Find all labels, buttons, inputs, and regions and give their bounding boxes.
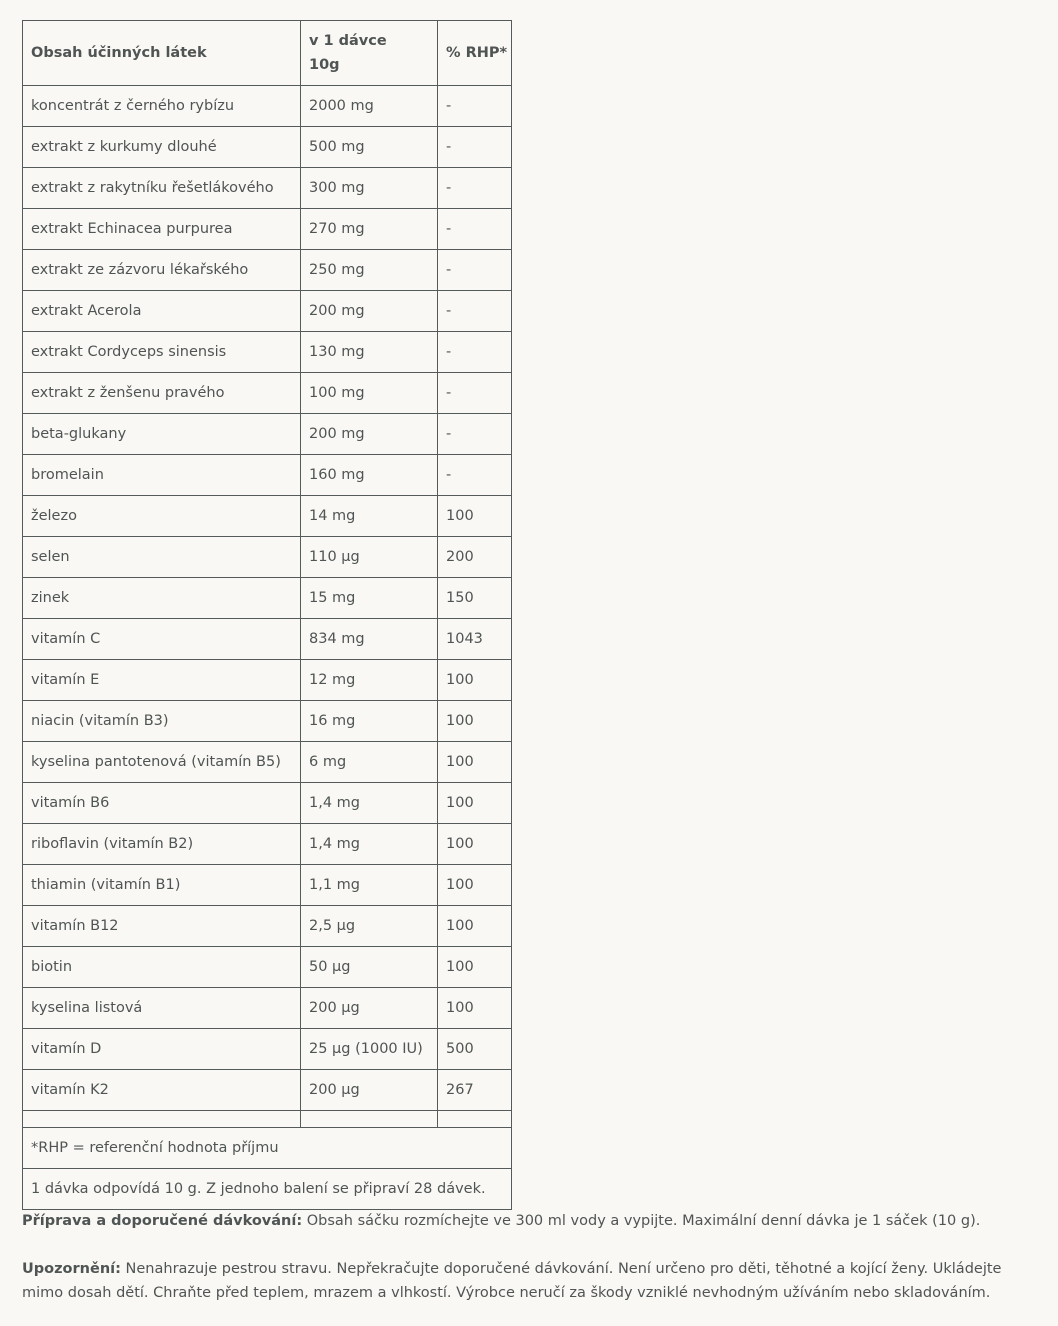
table-row — [23, 127, 512, 168]
table-row — [23, 1029, 512, 1070]
rhp-value: - — [438, 168, 512, 209]
dose-value: 1,1 mg — [301, 865, 438, 906]
rhp-value: 100 — [438, 660, 512, 701]
substance-name: beta-glukany — [23, 414, 301, 455]
dose-value: 16 mg — [301, 701, 438, 742]
header-dose-line1: v 1 dávce — [309, 33, 387, 49]
substance-name: riboflavin (vitamín B2) — [23, 824, 301, 865]
dose-value: 300 mg — [301, 168, 438, 209]
substance-name: vitamín E — [23, 660, 301, 701]
rhp-value: 200 — [438, 537, 512, 578]
header-dose — [301, 21, 438, 86]
rhp-value: - — [438, 332, 512, 373]
table-row — [23, 332, 512, 373]
substance-name: extrakt Echinacea purpurea — [23, 209, 301, 250]
dose-value: 250 mg — [301, 250, 438, 291]
substance-name: kyselina listová — [23, 988, 301, 1029]
dose-value: 2000 mg — [301, 86, 438, 127]
table-row — [23, 537, 512, 578]
substance-name: thiamin (vitamín B1) — [23, 865, 301, 906]
table-row — [23, 988, 512, 1029]
table-row — [23, 250, 512, 291]
dose-value: 25 µg (1000 IU) — [301, 1029, 438, 1070]
table-row — [23, 209, 512, 250]
rhp-value: - — [438, 414, 512, 455]
table-row — [23, 906, 512, 947]
substance-name: kyselina pantotenová (vitamín B5) — [23, 742, 301, 783]
table-row — [23, 291, 512, 332]
rhp-value: 100 — [438, 865, 512, 906]
rhp-value: 100 — [438, 947, 512, 988]
dose-note: 1 dávka odpovídá 10 g. Z jednoho balení se připraví 28 dávek. — [23, 1169, 512, 1210]
substance-name: extrakt z ženšenu pravého — [23, 373, 301, 414]
table-row — [23, 865, 512, 906]
preparation-paragraph — [22, 1209, 1032, 1233]
spacer-cell — [438, 1111, 512, 1128]
dose-value: 12 mg — [301, 660, 438, 701]
rhp-value: - — [438, 291, 512, 332]
spacer-cell — [301, 1111, 438, 1128]
table-footnote-row — [23, 1128, 512, 1169]
spacer-cell — [23, 1111, 301, 1128]
rhp-value: 100 — [438, 906, 512, 947]
substance-name: extrakt Acerola — [23, 291, 301, 332]
rhp-value: 100 — [438, 701, 512, 742]
table-row — [23, 660, 512, 701]
substance-name: extrakt Cordyceps sinensis — [23, 332, 301, 373]
substance-name: vitamín K2 — [23, 1070, 301, 1111]
header-substance: Obsah účinných látek — [23, 21, 301, 86]
rhp-value: 1043 — [438, 619, 512, 660]
table-row — [23, 947, 512, 988]
table-row — [23, 701, 512, 742]
dose-value: 50 µg — [301, 947, 438, 988]
dose-value: 1,4 mg — [301, 824, 438, 865]
substance-name: vitamín B12 — [23, 906, 301, 947]
substance-name: vitamín C — [23, 619, 301, 660]
dose-value: 100 mg — [301, 373, 438, 414]
substance-name: zinek — [23, 578, 301, 619]
table-row — [23, 824, 512, 865]
table-row — [23, 86, 512, 127]
dose-value: 200 mg — [301, 414, 438, 455]
nutrition-table — [22, 20, 512, 1210]
table-row — [23, 1070, 512, 1111]
table-row — [23, 414, 512, 455]
substance-name: biotin — [23, 947, 301, 988]
rhp-value: 100 — [438, 742, 512, 783]
dose-value: 14 mg — [301, 496, 438, 537]
substance-name: bromelain — [23, 455, 301, 496]
header-rhp: % RHP* — [438, 21, 512, 86]
warning-text: Nenahrazuje pestrou stravu. Nepřekračujte doporučené dávkování. Není určeno pro děti, těhotné a kojící ženy. Ukládejte mimo dosah dětí. Chraňte před teplem, mrazem a vlhkostí. Výrobce neručí za škody vzniklé nevhodným užíváním nebo skladováním. — [22, 1261, 1002, 1301]
table-row — [23, 742, 512, 783]
table-header-row — [23, 21, 512, 86]
rhp-value: 100 — [438, 783, 512, 824]
rhp-value: - — [438, 209, 512, 250]
substance-name: vitamín B6 — [23, 783, 301, 824]
rhp-footnote: *RHP = referenční hodnota příjmu — [23, 1128, 512, 1169]
warning-label: Upozornění: — [22, 1261, 121, 1277]
dose-value: 200 mg — [301, 291, 438, 332]
dose-value: 1,4 mg — [301, 783, 438, 824]
substance-name: extrakt ze zázvoru lékařského — [23, 250, 301, 291]
dose-value: 130 mg — [301, 332, 438, 373]
dose-value: 6 mg — [301, 742, 438, 783]
rhp-value: 100 — [438, 496, 512, 537]
dose-value: 200 µg — [301, 988, 438, 1029]
nutrition-table-wrapper — [22, 20, 512, 1210]
table-dose-note-row — [23, 1169, 512, 1210]
substance-name: koncentrát z černého rybízu — [23, 86, 301, 127]
substance-name: niacin (vitamín B3) — [23, 701, 301, 742]
dose-value: 2,5 µg — [301, 906, 438, 947]
dose-value: 834 mg — [301, 619, 438, 660]
table-row — [23, 455, 512, 496]
dose-value: 270 mg — [301, 209, 438, 250]
preparation-text: Obsah sáčku rozmíchejte ve 300 ml vody a vypijte. Maximální denní dávka je 1 sáček (10 g). — [302, 1213, 981, 1229]
rhp-value: 100 — [438, 824, 512, 865]
rhp-value: - — [438, 86, 512, 127]
table-row — [23, 168, 512, 209]
substance-name: železo — [23, 496, 301, 537]
rhp-value: 267 — [438, 1070, 512, 1111]
rhp-value: - — [438, 250, 512, 291]
rhp-value: - — [438, 455, 512, 496]
dose-value: 500 mg — [301, 127, 438, 168]
rhp-value: 150 — [438, 578, 512, 619]
dose-value: 160 mg — [301, 455, 438, 496]
substance-name: vitamín D — [23, 1029, 301, 1070]
rhp-value: 100 — [438, 988, 512, 1029]
warning-paragraph — [22, 1257, 1032, 1305]
preparation-label: Příprava a doporučené dávkování: — [22, 1213, 303, 1229]
rhp-value: - — [438, 127, 512, 168]
table-row — [23, 373, 512, 414]
dose-value: 200 µg — [301, 1070, 438, 1111]
substance-name: extrakt z rakytníku řešetlákového — [23, 168, 301, 209]
table-row — [23, 783, 512, 824]
substance-name: selen — [23, 537, 301, 578]
table-row — [23, 619, 512, 660]
nutrition-table-body — [23, 21, 512, 1210]
header-dose-line2: 10g — [309, 57, 340, 73]
table-row — [23, 496, 512, 537]
rhp-value: 500 — [438, 1029, 512, 1070]
table-row — [23, 578, 512, 619]
substance-name: extrakt z kurkumy dlouhé — [23, 127, 301, 168]
dose-value: 110 µg — [301, 537, 438, 578]
rhp-value: - — [438, 373, 512, 414]
dose-value: 15 mg — [301, 578, 438, 619]
table-spacer-row — [23, 1111, 512, 1128]
